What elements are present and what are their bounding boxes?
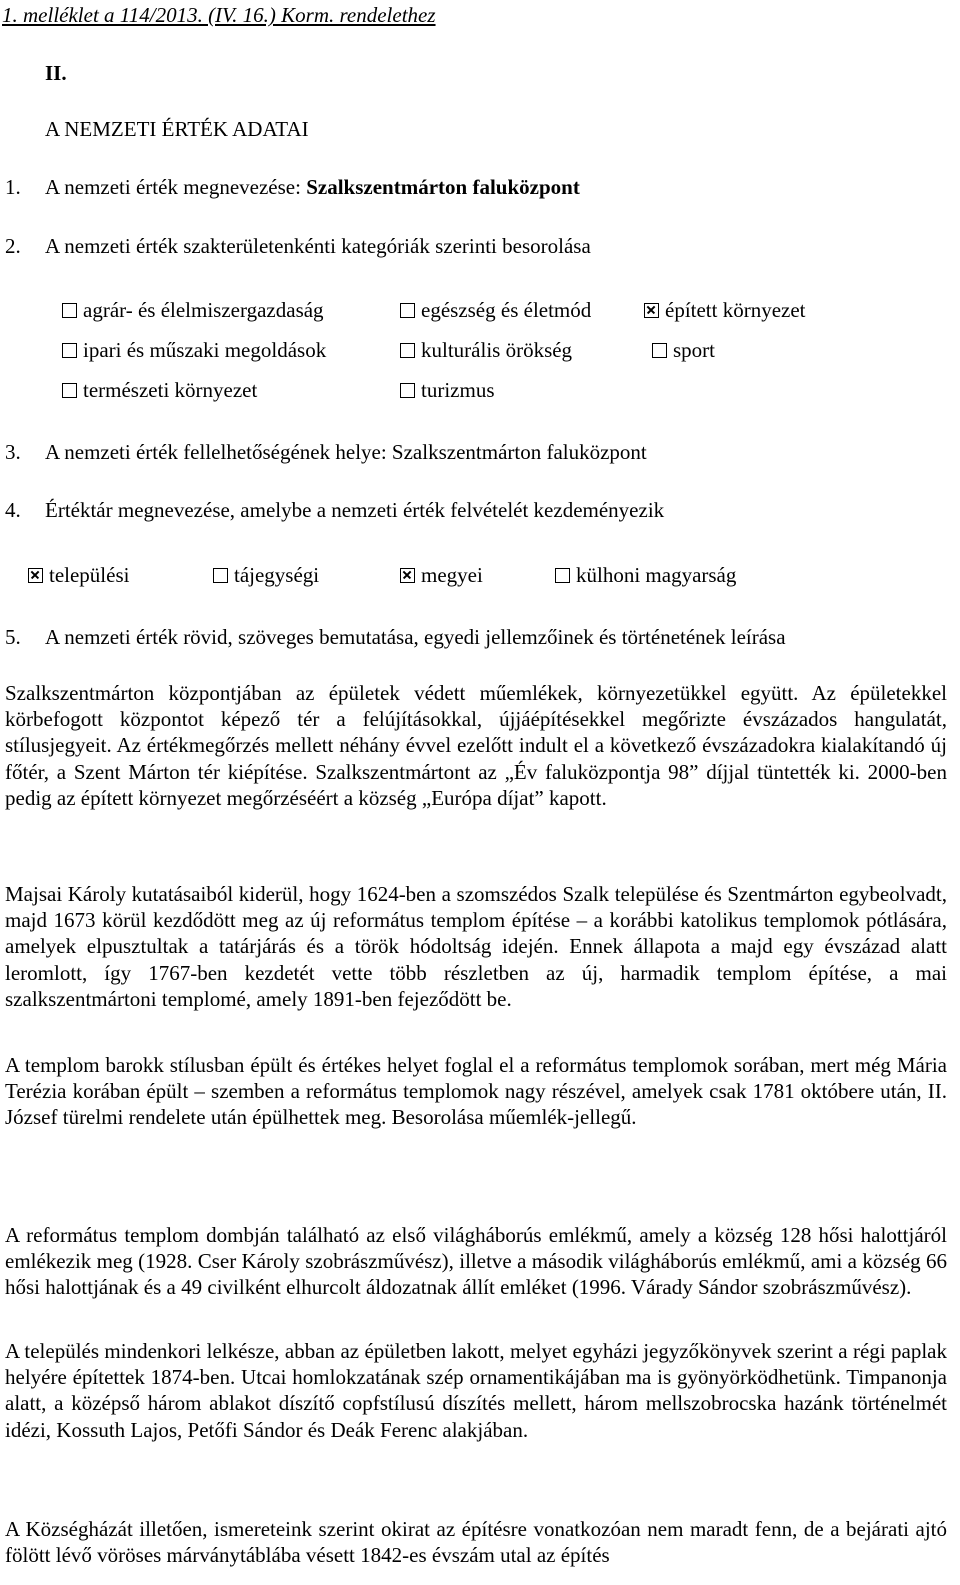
paragraph-text: A református templom dombján található az első világháborús emlékmű, amely a község 128 hősi halottjáról emlékezik meg (1928. Cser Károly szobrászművész), illetve a második világháborús emlékmű, ami a község 66 hősi halottjának és a 49 civilként elhurcolt áldozatnak állít emléket (1996. Várady Sándor szobrászművész). xyxy=(5,1223,947,1300)
question-4 xyxy=(5,497,664,523)
description-paragraph-5 xyxy=(5,1338,947,1443)
category-kulturalis[interactable] xyxy=(400,337,572,363)
category-row-2 xyxy=(62,337,922,363)
category-egeszseg[interactable] xyxy=(400,297,591,323)
checkbox-icon[interactable] xyxy=(62,303,77,318)
question-2 xyxy=(5,233,591,259)
description-paragraph-4 xyxy=(5,1222,947,1301)
paragraph-text: A település mindenkori lelkésze, abban az épületben lakott, melyet egyházi jegyzőkönyvek szerint a régi paplak helyére építettek 1874-ben. Utcai homlokzatának szép ornamentikájában ma is gyönyörködhetünk. Timpanonja alatt, a középső három ablakot díszítő copfstílusú díszítés mellett, három mellszobrocska hazánk történelmét idézi, Kossuth Lajos, Petőfi Sándor és Deák Ferenc alakjában. xyxy=(5,1339,947,1442)
checkbox-icon[interactable] xyxy=(213,568,228,583)
description-paragraph-3 xyxy=(5,1052,947,1131)
checked-checkbox-icon[interactable] xyxy=(28,568,43,583)
category-label: sport xyxy=(673,338,715,362)
question-5 xyxy=(5,624,786,650)
question-4-label: Értéktár megnevezése, amelybe a nemzeti érték felvételét kezdeményezik xyxy=(45,498,665,522)
question-4-number: 4. xyxy=(5,498,21,522)
category-label: épített környezet xyxy=(665,298,806,322)
checked-checkbox-icon[interactable] xyxy=(400,568,415,583)
section-title: A NEMZETI ÉRTÉK ADATAI xyxy=(45,117,309,141)
question-3-label: A nemzeti érték fellelhetőségének helye: Szalkszentmárton faluközpont xyxy=(45,440,647,464)
checkbox-icon[interactable] xyxy=(62,383,77,398)
category-turizmus[interactable] xyxy=(400,377,495,403)
category-row-3 xyxy=(62,377,922,403)
repository-row xyxy=(28,562,928,588)
document-header: 1. melléklet a 114/2013. (IV. 16.) Korm. rendelethez xyxy=(2,3,436,27)
description-paragraph-2 xyxy=(5,881,947,1012)
question-2-label: A nemzeti érték szakterületenkénti kategóriák szerinti besorolása xyxy=(45,234,591,258)
category-label: egészség és életmód xyxy=(421,298,592,322)
repository-label: települési xyxy=(49,563,130,587)
category-label: természeti környezet xyxy=(83,378,258,402)
description-paragraph-1 xyxy=(5,680,947,811)
paragraph-text: Majsai Károly kutatásaiból kiderül, hogy 1624-ben a szomszédos Szalk települése és Szentmárton egybeolvadt, majd 1673 körül kezdődött meg az új református templom építése – a korábbi katolikus templomok pótlására, amelyek elpusztultak a tatárjárás és a török hódoltság idején. Ennek állapota a majd egy évszázad alatt leromlott, így 1767-ben kezdetét vette több részletben az új, harmadik templom építése, a mai szalkszentmártoni templomé, amely 1891-ben fejeződött be. xyxy=(5,882,947,1011)
category-sport[interactable] xyxy=(652,337,715,363)
category-agrar[interactable] xyxy=(62,297,324,323)
category-termeszeti[interactable] xyxy=(62,377,257,403)
category-label: kulturális örökség xyxy=(421,338,573,362)
repository-kulhoni[interactable] xyxy=(555,562,736,588)
category-label: ipari és műszaki megoldások xyxy=(83,338,327,362)
question-3 xyxy=(5,439,647,465)
repository-megyei[interactable] xyxy=(400,562,483,588)
category-ipari[interactable] xyxy=(62,337,326,363)
checkbox-icon[interactable] xyxy=(400,343,415,358)
paragraph-text: A Községházát illetően, ismereteink szerint okirat az építésre vonatkozóan nem maradt fenn, de a bejárati ajtó fölött lévő vöröses márványtáblába vésett 1842-es évszám utal az építés xyxy=(5,1517,947,1568)
checkbox-icon[interactable] xyxy=(652,343,667,358)
question-1 xyxy=(5,174,580,200)
description-paragraph-6 xyxy=(5,1516,947,1568)
question-3-number: 3. xyxy=(5,440,21,464)
question-1-value: Szalkszentmárton faluközpont xyxy=(306,175,580,199)
category-row-1 xyxy=(62,297,922,323)
checkbox-icon[interactable] xyxy=(400,303,415,318)
paragraph-text: Szalkszentmárton központjában az épületek védett műemlékek, környezetükkel együtt. Az épületekkel körbefogott központot képező tér a felújításokkal, újjáépítésekkel megőrizte évszázados hangulatát, stílusjegyeit. Az értékmegőrzés mellett néhány évvel ezelőtt indult el a következő évszázadokra kialakítandó új főtér, a Szent Márton tér kiépítése. Szalkszentmártont az „Év faluközpontja 98” díjjal tüntették ki. 2000-ben pedig az épített környezet megőrzéséért a község „Európa díjat” kapott. xyxy=(5,681,947,810)
checked-checkbox-icon[interactable] xyxy=(644,303,659,318)
question-1-label: A nemzeti érték megnevezése: xyxy=(45,175,307,199)
question-5-label: A nemzeti érték rövid, szöveges bemutatása, egyedi jellemzőinek és történetének leírása xyxy=(45,625,786,649)
paragraph-text: A templom barokk stílusban épült és értékes helyet foglal el a református templomok sorában, mert még Mária Terézia korában épült – szemben a református templomok nagy részével, amelyek csak 1781 októbere után, II. József türelmi rendelete után épülhettek meg. Besorolása műemlék-jellegű. xyxy=(5,1053,947,1130)
checkbox-icon[interactable] xyxy=(62,343,77,358)
repository-telepulesi[interactable] xyxy=(28,562,129,588)
question-1-number: 1. xyxy=(5,175,21,199)
category-epitett[interactable] xyxy=(644,297,806,323)
category-label: turizmus xyxy=(421,378,495,402)
section-number: II. xyxy=(45,61,67,85)
checkbox-icon[interactable] xyxy=(400,383,415,398)
checkbox-icon[interactable] xyxy=(555,568,570,583)
repository-label: külhoni magyarság xyxy=(576,563,737,587)
category-label: agrár- és élelmiszergazdaság xyxy=(83,298,324,322)
question-5-number: 5. xyxy=(5,625,21,649)
repository-label: megyei xyxy=(421,563,483,587)
repository-label: tájegységi xyxy=(234,563,320,587)
question-2-number: 2. xyxy=(5,234,21,258)
repository-tajegysegi[interactable] xyxy=(213,562,319,588)
